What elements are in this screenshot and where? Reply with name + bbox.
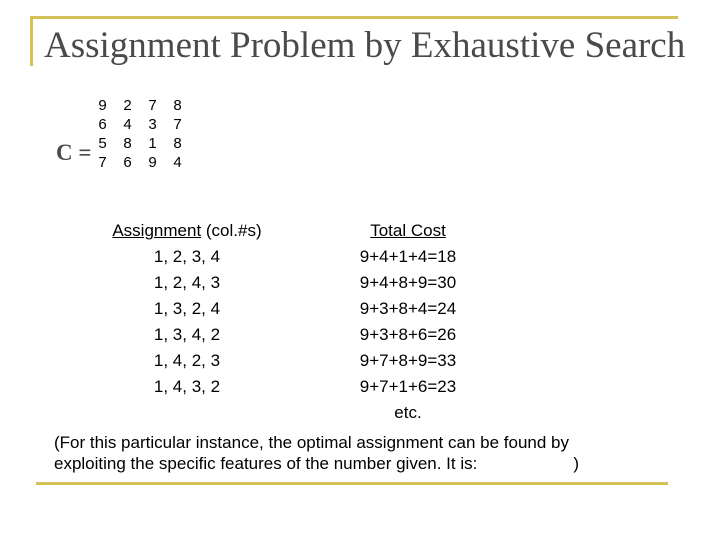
matrix-row [90, 153, 190, 172]
total-cost-column [333, 218, 483, 426]
footnote-line-1: (For this particular instance, the optimal assignment can be found by [54, 433, 569, 452]
assignment-header-rest: (col.#s) [201, 221, 262, 240]
matrix-cell: 9 [98, 97, 107, 114]
matrix-cell: 7 [148, 97, 157, 114]
footnote-close-paren: ) [573, 454, 580, 473]
matrix-row [90, 96, 190, 115]
assignment-header-underlined: Assignment [112, 221, 202, 240]
total-cost-row: 9+7+1+6=23 [359, 377, 457, 396]
matrix-label: C = [56, 140, 92, 165]
matrix-cell: 1 [148, 135, 157, 152]
footnote [54, 432, 674, 474]
assignment-row: 1, 3, 4, 2 [153, 325, 221, 344]
total-cost-row: 9+4+1+4=18 [359, 247, 457, 266]
title-frame-top-rule [30, 16, 678, 19]
bottom-rule [36, 482, 668, 485]
matrix-cell: 6 [98, 116, 107, 133]
matrix-cell: 8 [173, 135, 182, 152]
matrix-row [90, 115, 190, 134]
matrix-cell: 3 [148, 116, 157, 133]
cost-matrix [90, 96, 190, 172]
total-cost-row: 9+3+8+4=24 [359, 299, 457, 318]
etc-label: etc. [394, 403, 422, 422]
matrix-row [90, 134, 190, 153]
assignment-row: 1, 3, 2, 4 [153, 299, 221, 318]
footnote-line-2-text: exploiting the specific features of the number given. It is: [54, 454, 478, 473]
assignment-header [67, 218, 307, 244]
matrix-cell: 7 [173, 116, 182, 133]
assignment-column [67, 218, 307, 400]
total-cost-row: 9+7+8+9=33 [359, 351, 457, 370]
assignment-row: 1, 4, 2, 3 [153, 351, 221, 370]
assignment-row: 1, 2, 4, 3 [153, 273, 221, 292]
total-cost-row: 9+3+8+6=26 [359, 325, 457, 344]
matrix-cell: 8 [123, 135, 132, 152]
footnote-line-2 [54, 453, 674, 474]
assignment-row: 1, 4, 3, 2 [153, 377, 221, 396]
matrix-cell: 6 [123, 154, 132, 171]
matrix-cell: 5 [98, 135, 107, 152]
total-cost-row: 9+4+8+9=30 [359, 273, 457, 292]
matrix-cell: 7 [98, 154, 107, 171]
matrix-cell: 4 [173, 154, 182, 171]
matrix-cell: 9 [148, 154, 157, 171]
total-cost-header [333, 218, 483, 244]
matrix-cell: 4 [123, 116, 132, 133]
slide-title: Assignment Problem by Exhaustive Search [44, 25, 686, 66]
total-cost-header-text: Total Cost [370, 221, 446, 240]
matrix-cell: 8 [173, 97, 182, 114]
matrix-cell: 2 [123, 97, 132, 114]
title-frame-left-rule [30, 16, 33, 66]
assignment-row: 1, 2, 3, 4 [153, 247, 221, 266]
